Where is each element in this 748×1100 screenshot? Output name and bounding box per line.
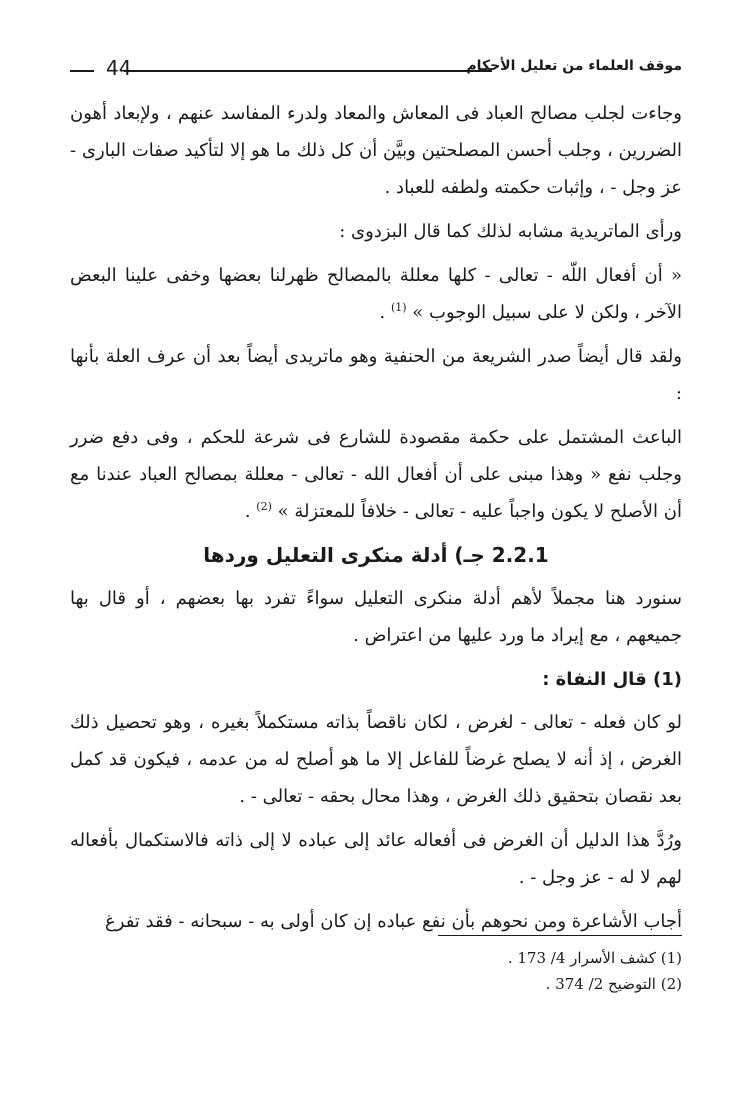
running-header	[70, 50, 682, 90]
quotation-text: الباعث المشتمل على حكمة مقصودة للشارع فى شرعة للحكم ، وفى دفع ضرر وجلب نفع « وهذا مبنى على أن أفعال الله - تعالى - معللة بمصالح العباد عندنا مع أن الأصلح لا يكون واجباً عليه - تعالى - خلافاً للمعتزلة »	[70, 427, 682, 522]
footnote: (2) التوضيح 2/ 374 .	[545, 975, 682, 993]
footnotes	[282, 945, 682, 997]
quotation-paragraph	[70, 257, 682, 331]
quotation-paragraph	[70, 419, 682, 530]
paragraph: سنورد هنا مجملاً لأهم أدلة منكرى التعليل سواءً تفرد بها بعضهم ، أو قال بها جميعهم ، مع إيراد ما ورد عليها من اعتراض .	[70, 588, 682, 646]
footnote: (1) كشف الأسرار 4/ 173 .	[507, 949, 682, 967]
paragraph-end: .	[379, 302, 391, 323]
footnote-ref: (2)	[256, 500, 272, 513]
footnote-ref: (1)	[390, 301, 407, 314]
paragraph: أجاب الأشاعرة ومن نحوهم بأن نفع عباده إن كان أولى به - سبحانه - فقد تفرغ	[105, 911, 682, 932]
paragraph: لو كان فعله - تعالى - لغرض ، لكان ناقصاً بذاته مستكملاً بغيره ، وهو تحصيل ذلك الغرض ، إذ أنه لا يصلح غرضاً للفاعل إلا ما هو أصلح له من عدمه ، فيكون قد كمل بعد نقصان بتحقيق ذلك الغرض ، وهذا محال بحقه - تعالى - .	[70, 712, 682, 807]
header-rule	[124, 70, 492, 72]
paragraph-end: .	[244, 501, 257, 522]
paragraph: وجاءت لجلب مصالح العباد فى المعاش والمعاد ولدرء المفاسد عنهم ، ولإبعاد أهون الضررين ، وجلب أحسن المصلحتين وبيَّن أن كل ذلك ما هو إلا لتأكيد صفات البارى - عز وجل - ، وإثبات حكمته ولطفه للعباد .	[70, 103, 682, 198]
sub-heading: (1) قال النفاة :	[542, 669, 682, 690]
paragraph: ورُدَّ هذا الدليل أن الغرض فى أفعاله عائد إلى عباده لا إلى ذاته فالاستكمال بأفعاله لهم لا له - عز وجل - .	[70, 830, 682, 888]
running-title: موقف العلماء من تعليل الأحكام	[466, 58, 682, 74]
header-rule-short	[70, 70, 94, 72]
paragraph: ولقد قال أيضاً صدر الشريعة من الحنفية وهو ماتريدى أيضاً بعد أن عرف العلة بأنها :	[70, 346, 682, 404]
quotation-text: « أن أفعال اللّه - تعالى - كلها معللة بالمصالح ظهرلنا بعضها وخفى علينا البعض الآخر ، ولكن لا على سبيل الوجوب »	[70, 265, 682, 323]
paragraph: ورأى الماتريدية مشابه لذلك كما قال البزدوى :	[339, 221, 682, 242]
section-heading: 2.2.1 جـ) أدلة منكرى التعليل وردها	[203, 543, 549, 567]
main-text	[70, 95, 682, 947]
page-number: 44	[106, 56, 132, 80]
footnote-divider	[438, 935, 682, 936]
